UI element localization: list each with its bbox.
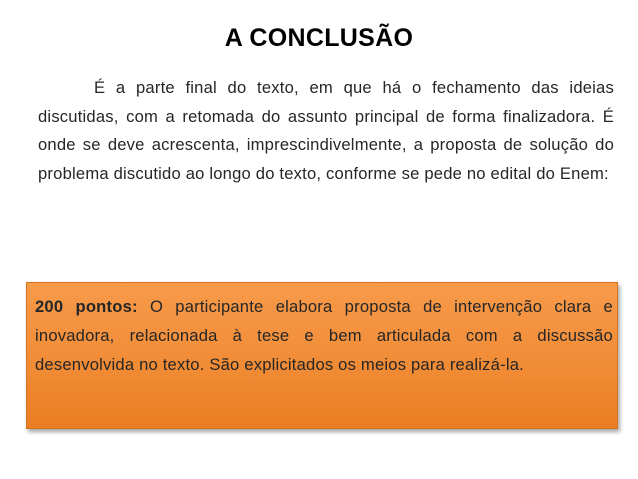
criteria-paragraph <box>35 292 613 379</box>
criteria-description: O participante elabora proposta de intervenção clara e inovadora, relacionada à tese e bem articulada com a discussão desenvolvida no texto. São explicitados os meios para realizá-la. <box>35 297 613 374</box>
intro-paragraph: É a parte final do texto, em que há o fechamento das ideias discutidas, com a retomada do assunto principal de forma finalizadora. É onde se deve acrescenta, imprescindivelmente, a proposta de solução do problema discutido ao longo do texto, conforme se pede no edital do Enem: <box>38 78 614 183</box>
criteria-label: 200 pontos: <box>35 297 138 316</box>
slide-title: A CONCLUSÃO <box>224 24 414 52</box>
criteria-box <box>26 282 618 429</box>
